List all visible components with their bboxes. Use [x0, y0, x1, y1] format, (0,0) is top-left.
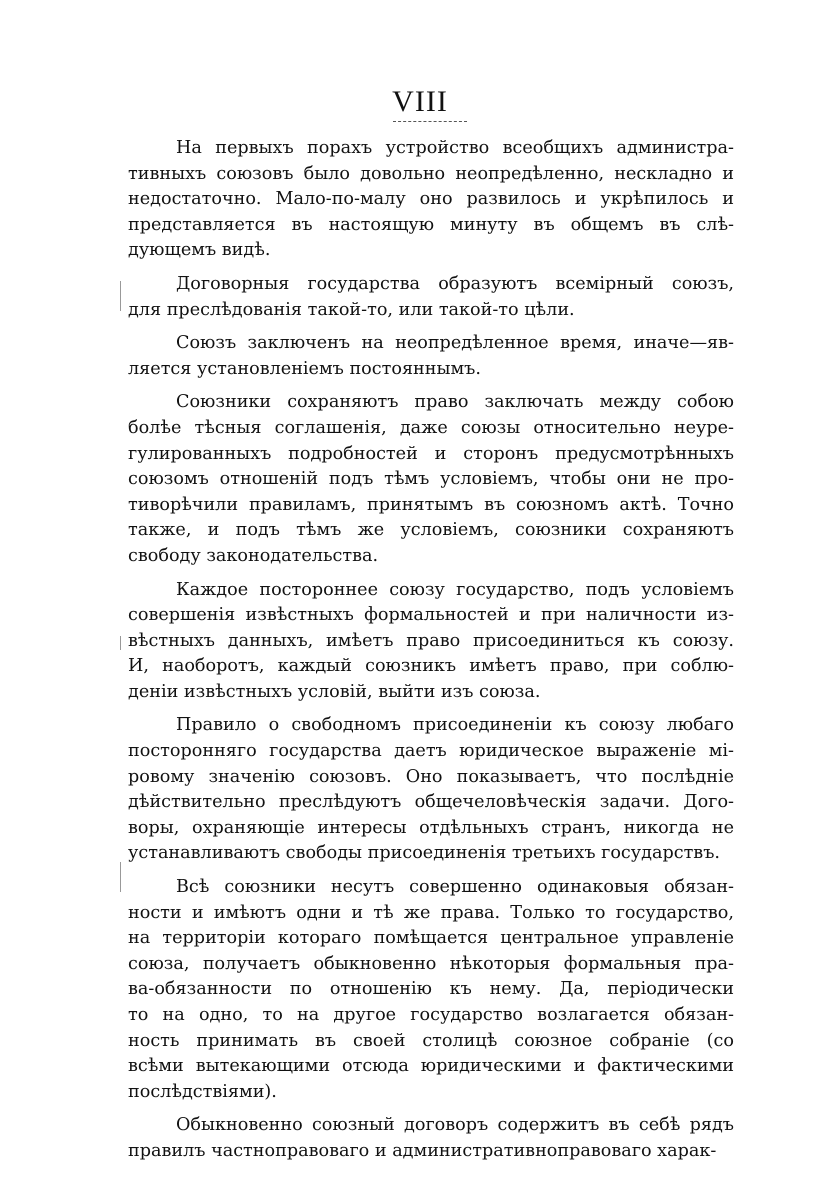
text-line: на территоріи котораго помѣщается центральное управленіе: [128, 928, 734, 949]
margin-mark: [120, 862, 121, 892]
text-line: ровому значенію союзовъ. Оно показываетъ, что послѣдніе: [128, 766, 734, 787]
paragraph: [128, 390, 734, 569]
paragraph: [128, 713, 734, 867]
text-line: совершенія извѣстныхъ формальностей и при наличности из-: [128, 605, 734, 626]
text-line: Каждое постороннее союзу государство, подъ условіемъ: [176, 579, 734, 600]
page-number-underline: [393, 121, 467, 122]
text-line: для преслѣдованія такой-то, или такой-то цѣли.: [128, 299, 575, 320]
text-line: союзомъ отношеній подъ тѣмъ условіемъ, чтобы они не про-: [128, 469, 734, 490]
text-line: тивныхъ союзовъ было довольно неопредѣленно, нескладно и: [128, 163, 734, 184]
paragraph: [128, 136, 734, 264]
paragraph: [128, 272, 734, 323]
body-text: [128, 136, 734, 1173]
text-line: послѣдствіями).: [128, 1081, 277, 1102]
margin-mark: [120, 281, 121, 311]
text-line: Союзники сохраняютъ право заключать между собою: [176, 392, 734, 413]
paragraph: [128, 1113, 734, 1164]
paragraph: [128, 578, 734, 706]
paragraph: [128, 331, 734, 382]
text-line: то на одно, то на другое государство возлагается обязан-: [128, 1005, 734, 1025]
text-line: На первыхъ порахъ устройство всеобщихъ администра-: [176, 138, 734, 158]
text-line: дѣйствительно преслѣдуютъ общечеловѣческія задачи. Дого-: [128, 792, 734, 813]
text-line: дующемъ видѣ.: [128, 240, 271, 261]
text-line: ность принимать въ своей столицѣ союзное собраніе (со: [128, 1030, 734, 1051]
text-line: союза, получаетъ обыкновенно нѣкоторыя формальныя пра-: [128, 953, 734, 974]
text-line: вѣстныхъ данныхъ, имѣетъ право присоединиться къ союзу.: [128, 630, 734, 651]
text-line: Обыкновенно союзный договоръ содержитъ въ себѣ рядъ: [176, 1115, 734, 1136]
text-line: представляется въ настоящую минуту въ общемъ въ слѣ-: [128, 214, 734, 235]
text-line: гулированныхъ подробностей и сторонъ предусмотрѣнныхъ: [128, 443, 734, 464]
text-line: правилъ частноправоваго и административноправоваго харак-: [128, 1140, 717, 1161]
text-line: также, и подъ тѣмъ же условіемъ, союзники сохраняютъ: [128, 520, 734, 541]
text-line: Правило о свободномъ присоединеніи къ союзу любаго: [176, 715, 734, 736]
text-line: болѣе тѣсныя соглашенія, даже союзы относительно неуре-: [128, 417, 734, 438]
text-line: всѣми вытекающими отсюда юридическими и фактическими: [128, 1056, 734, 1077]
margin-mark: [120, 636, 121, 650]
text-line: Всѣ союзники несутъ совершенно одинаковыя обязан-: [176, 877, 734, 898]
text-line: воры, охраняющіе интересы отдѣльныхъ странъ, никогда не: [128, 817, 734, 838]
text-line: устанавливаютъ свободы присоединенія третьихъ государствъ.: [128, 843, 720, 864]
text-line: Союзъ заключенъ на неопредѣленное время, иначе—яв-: [176, 333, 734, 354]
text-line: ности и имѣютъ одни и тѣ же права. Только то государство,: [128, 902, 734, 923]
text-line: ва-обязанности по отношенію къ нему. Да, періодически: [128, 979, 734, 1000]
paragraph: [128, 875, 734, 1105]
text-line: свободу законодательства.: [128, 545, 379, 566]
text-line: И, наоборотъ, каждый союзникъ имѣетъ право, при соблю-: [128, 656, 734, 677]
text-line: ляется установленіемъ постояннымъ.: [128, 358, 481, 379]
text-line: деніи извѣстныхъ условій, выйти изъ союза.: [128, 681, 541, 702]
text-line: недостаточно. Мало-по-малу оно развилось и укрѣпилось и: [128, 189, 734, 210]
text-line: посторонняго государства даетъ юридическое выраженіе мі-: [128, 741, 734, 762]
text-line: тиворѣчили правиламъ, принятымъ въ союзномъ актѣ. Точно: [128, 494, 734, 515]
text-line: Договорныя государства образуютъ всемірный союзъ,: [176, 273, 734, 294]
page-number: VIII: [392, 85, 448, 118]
